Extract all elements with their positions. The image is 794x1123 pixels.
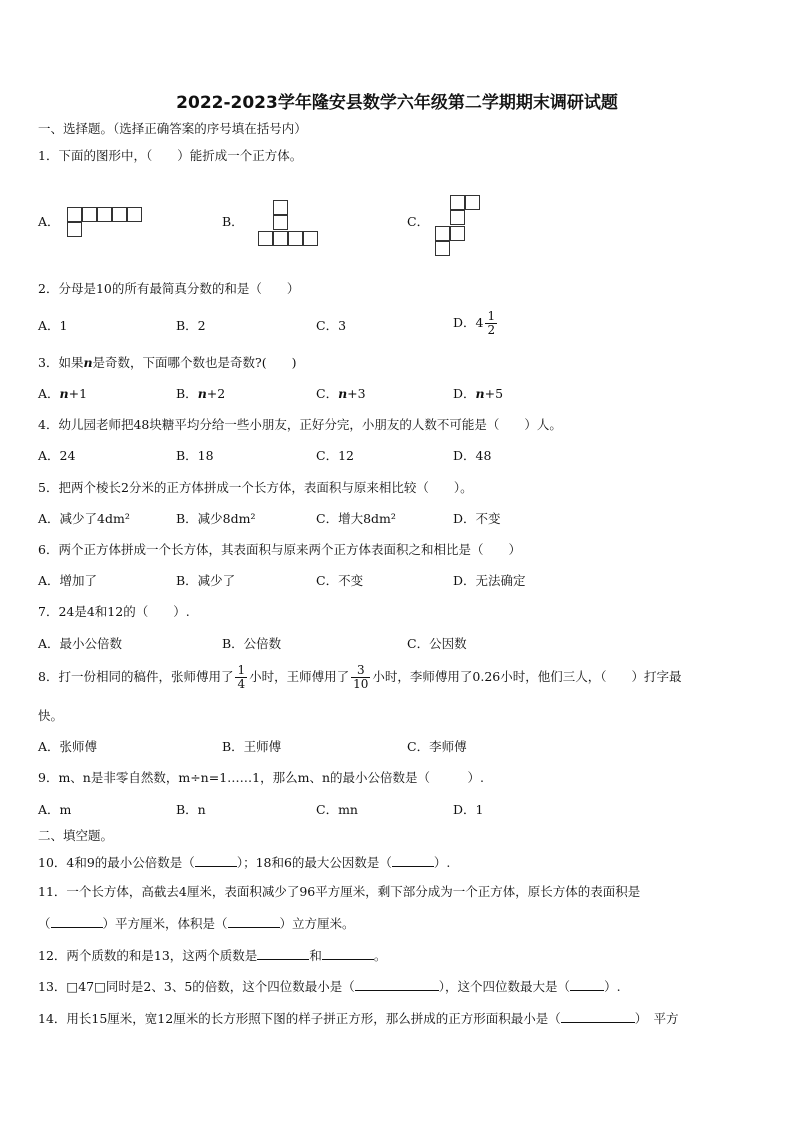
q2-option-a: A．1 <box>38 318 68 333</box>
q5-option-c: C．增大8dm² <box>316 511 396 526</box>
question-13: 13．□47□同时是2、3、5的倍数，这个四位数最小是（ ），这个四位数最大是（ ）. <box>38 979 621 994</box>
q7-option-b: B．公倍数 <box>222 636 282 651</box>
net-square <box>465 195 480 210</box>
net-square <box>273 200 288 215</box>
question-11: 11．一个长方体，高截去4厘米，表面积减少了96平方厘米，剩下部分成为一个正方体，原长方体的表面积是 <box>38 884 641 899</box>
q1-option-c-label: C． <box>407 214 430 229</box>
section-choice-heading: 一、选择题。（选择正确答案的序号填在括号内） <box>38 121 307 136</box>
q11-blank-1[interactable] <box>51 915 103 928</box>
question-12: 12．两个质数的和是13，这两个质数是 和 。 <box>38 948 387 963</box>
q2-option-c: C．3 <box>316 318 347 333</box>
net-square <box>67 207 82 222</box>
q10-blank-2[interactable] <box>392 854 434 867</box>
question-11-continued: （ ）平方厘米，体积是（ ）立方厘米。 <box>38 916 355 931</box>
q9-option-b: B．n <box>176 802 206 817</box>
q8-option-a: A．张师傅 <box>38 739 98 754</box>
q8-option-b: B．王师傅 <box>222 739 282 754</box>
net-square <box>288 231 303 246</box>
question-1: 1．下面的图形中，（ ）能折成一个正方体。 <box>38 148 303 163</box>
question-8: 8．打一份相同的稿件，张师傅用了 $\frac{1}{4}$ 小时，王师傅用了 $\frac{3}{10}$ 小时，李师傅用了0.26小时，他们三人，（ ）打字最 <box>38 663 682 691</box>
q5-option-a: A．减少了4dm² <box>38 511 130 526</box>
q13-blank-1[interactable] <box>355 978 439 991</box>
q5-option-b: B．减少8dm² <box>176 511 256 526</box>
q4-option-d: D．48 <box>453 448 492 463</box>
net-square <box>435 241 450 256</box>
q3-option-a: A．n+1 <box>38 386 88 401</box>
q2-option-d-fraction: $\frac{1}{2}$ <box>487 309 496 337</box>
q7-option-c: C．公因数 <box>407 636 467 651</box>
question-14: 14．用长15厘米，宽12厘米的长方形照下图的样子拼正方形，那么拼成的正方形面积最小是（ ） 平方 <box>38 1011 679 1026</box>
question-8-continued: 快。 <box>38 708 64 723</box>
question-5: 5．把两个棱长2分米的正方体拼成一个长方体，表面积与原来相比较（ ）。 <box>38 480 473 495</box>
q6-option-b: B．减少了 <box>176 573 236 588</box>
q1-option-b-label: B． <box>222 214 244 229</box>
net-square <box>273 215 288 230</box>
question-9: 9．m、n是非零自然数，m÷n=1……1，那么m、n的最小公倍数是（ ）. <box>38 770 484 785</box>
q6-option-a: A．增加了 <box>38 573 98 588</box>
q2-option-d-whole: D．4 <box>453 315 484 330</box>
question-2: 2．分母是10的所有最简真分数的和是（ ） <box>38 281 300 296</box>
net-square <box>97 207 112 222</box>
q12-blank-2[interactable] <box>322 947 374 960</box>
q4-option-b: B．18 <box>176 448 214 463</box>
question-7: 7．24是4和12的（ ）. <box>38 604 190 619</box>
q13-blank-2[interactable] <box>570 978 604 991</box>
question-6: 6．两个正方体拼成一个长方体，其表面积与原来两个正方体表面积之和相比是（ ） <box>38 542 521 557</box>
q11-blank-2[interactable] <box>228 915 280 928</box>
question-10: 10．4和9的最小公倍数是（ ）；18和6的最大公因数是（ ）. <box>38 855 451 870</box>
q8-option-c: C．李师傅 <box>407 739 467 754</box>
net-square <box>435 226 450 241</box>
q4-option-c: C．12 <box>316 448 354 463</box>
q8-fraction-1: $\frac{1}{4}$ <box>237 663 246 691</box>
q14-blank-1[interactable] <box>561 1010 635 1023</box>
q1-option-a-label: A． <box>38 214 60 229</box>
q2-option-d <box>453 310 499 337</box>
q8-fraction-2: $\frac{3}{10}$ <box>353 663 369 691</box>
q6-option-d: D．无法确定 <box>453 573 526 588</box>
section-fill-heading: 二、填空题。 <box>38 828 114 843</box>
q3-option-b: B．n+2 <box>176 386 226 401</box>
net-square <box>450 210 465 225</box>
net-square <box>258 231 273 246</box>
page-title: 2022-2023学年隆安县数学六年级第二学期期末调研试题 <box>176 93 618 113</box>
net-square <box>450 195 465 210</box>
net-square <box>303 231 318 246</box>
net-square <box>450 226 465 241</box>
q9-option-d: D．1 <box>453 802 484 817</box>
net-square <box>82 207 97 222</box>
q3-variable: n <box>83 355 93 370</box>
net-square <box>112 207 127 222</box>
q3-option-d: D．n+5 <box>453 386 504 401</box>
q10-blank-1[interactable] <box>195 854 237 867</box>
net-square <box>273 231 288 246</box>
q9-option-a: A．m <box>38 802 72 817</box>
q2-option-b: B．2 <box>176 318 206 333</box>
q3-option-c: C．n+3 <box>316 386 366 401</box>
q6-option-c: C．不变 <box>316 573 364 588</box>
net-square <box>67 222 82 237</box>
question-4: 4．幼儿园老师把48块糖平均分给一些小朋友，正好分完，小朋友的人数不可能是（ ）人。 <box>38 417 562 432</box>
q9-option-c: C．mn <box>316 802 358 817</box>
net-square <box>127 207 142 222</box>
q4-option-a: A．24 <box>38 448 76 463</box>
q5-option-d: D．不变 <box>453 511 501 526</box>
question-3: 3．如果n是奇数，下面哪个数也是奇数?( ) <box>38 355 297 370</box>
q12-blank-1[interactable] <box>257 947 309 960</box>
q7-option-a: A．最小公倍数 <box>38 636 123 651</box>
